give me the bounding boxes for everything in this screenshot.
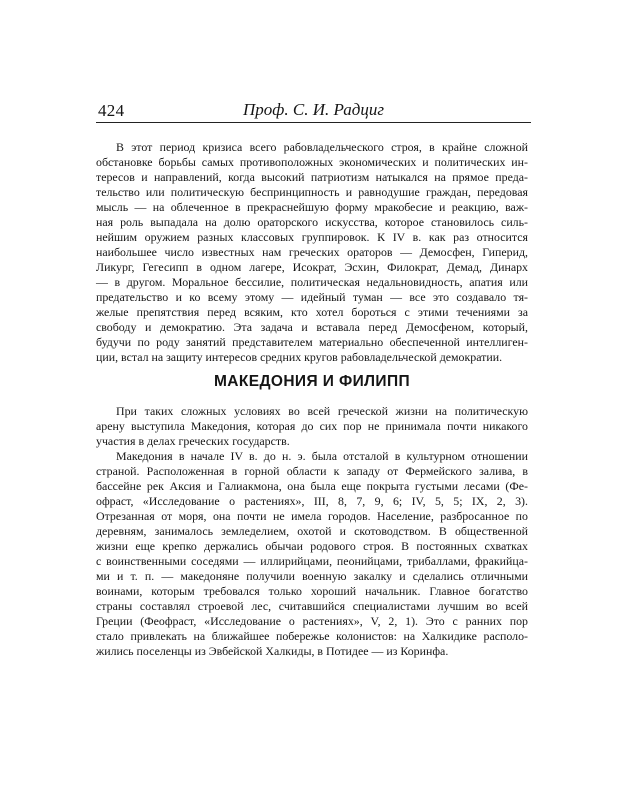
- paragraph-line: страны составлял строевой лес, считавшийся специалистами лучшим во всей: [96, 599, 528, 613]
- paragraph-line: ми и т. п. — македоняне получили военную закалку и сделались отличными: [96, 569, 528, 583]
- paragraph-line: жизни еще крепко держались обычаи родового строя. В постоянных схватках: [96, 539, 528, 553]
- paragraph-line: Отрезанная от моря, она почти не имела городов. Население, разбросанное по: [96, 509, 528, 523]
- intro-line: свободу и демократию. Эта задача и вставала перед Демосфеном, который,: [96, 320, 528, 334]
- paragraph-line: офраст, «Исследование о растениях», III, 8, 7, 9, 6; IV, 5, 5; IX, 2, 3).: [96, 494, 528, 508]
- intro-line: будучи по роду занятий представителем материально обеспеченной интеллиген-: [96, 335, 528, 349]
- page-number: 424: [98, 101, 125, 120]
- paragraph-line: деревням, занималось земледелием, охотой и скотоводством. В общественной: [96, 524, 528, 538]
- intro-line: предательство и ко всему этому — идейный туман — все это создавало тя-: [96, 290, 528, 304]
- intro-line: — в другом. Моральное бессилие, политическая недальновидность, апатия или: [96, 275, 528, 289]
- paragraph-line: жились поселенцы из Эвбейской Халкиды, в Потидее — из Коринфа.: [96, 644, 449, 658]
- paragraph-line: воинами, которым требовался только хороший начальник. Главное богатство: [96, 584, 528, 598]
- paragraph-line: При таких сложных условиях во всей греческой жизни на политическую: [116, 404, 528, 418]
- paragraph-line: арену выступила Македония, которая до сих пор не принимала почти никакого: [96, 419, 528, 433]
- intro-line: ная роль выпадала на долю ораторского искусства, которое становилось силь-: [96, 215, 528, 229]
- paragraph-line: бассейне рек Аксия и Галиакмона, она была еще покрыта густыми лесами (Фе-: [96, 479, 528, 493]
- intro-line: тересов и направлений, когда высокий патриотизм натыкался на прямое преда-: [96, 170, 528, 184]
- paragraph-line: с воинственными соседями — иллирийцами, пеонийцами, трибаллами, фракийца-: [96, 554, 528, 568]
- intro-line: Ликург, Гегесипп в одном лагере, Исократ, Эсхин, Филократ, Демад, Динарх: [96, 260, 528, 274]
- paragraph-line: Македония в начале IV в. до н. э. была отсталой в культурном отношении: [116, 449, 528, 463]
- intro-line: наибольшее число известных нам греческих ораторов — Демосфен, Гиперид,: [96, 245, 528, 259]
- intro-line: тельство или политическую беспринципность и равнодушие граждан, передовая: [96, 185, 528, 199]
- paragraph-line: участия в делах греческих государств.: [96, 434, 290, 448]
- paragraph-line: Греции (Феофраст, «Исследование о растениях», V, 2, 1). Это с ранних пор: [96, 614, 528, 628]
- intro-line: ции, встал на защиту интересов средних кругов рабовладельческой демократии.: [96, 350, 503, 364]
- paragraph-line: страной. Расположенная в горной области к западу от Фермейского залива, в: [96, 464, 528, 478]
- header-rule: [96, 122, 531, 123]
- page-header: [96, 98, 531, 124]
- intro-line: мысль — на облеченное в прекраснейшую форму мракобесие и реакцию, важ-: [96, 200, 528, 214]
- running-head: Проф. С. И. Радциг: [243, 100, 384, 119]
- intro-line: обстановке борьбы самых противоположных экономических и политических ин-: [96, 155, 528, 169]
- intro-line: нейшим оружием разных классовых группировок. К IV в. как раз относится: [96, 230, 528, 244]
- intro-line: желые препятствия перед всяким, кто хотел бороться с этими течениями за: [96, 305, 528, 319]
- paragraph-line: стало привлекать на ближайшее побережье колонистов: на Халкидике располо-: [96, 629, 528, 643]
- section-title: МАКЕДОНИЯ И ФИЛИПП: [213, 373, 411, 390]
- intro-line: В этот период кризиса всего рабовладельческого строя, в крайне сложной: [116, 140, 528, 154]
